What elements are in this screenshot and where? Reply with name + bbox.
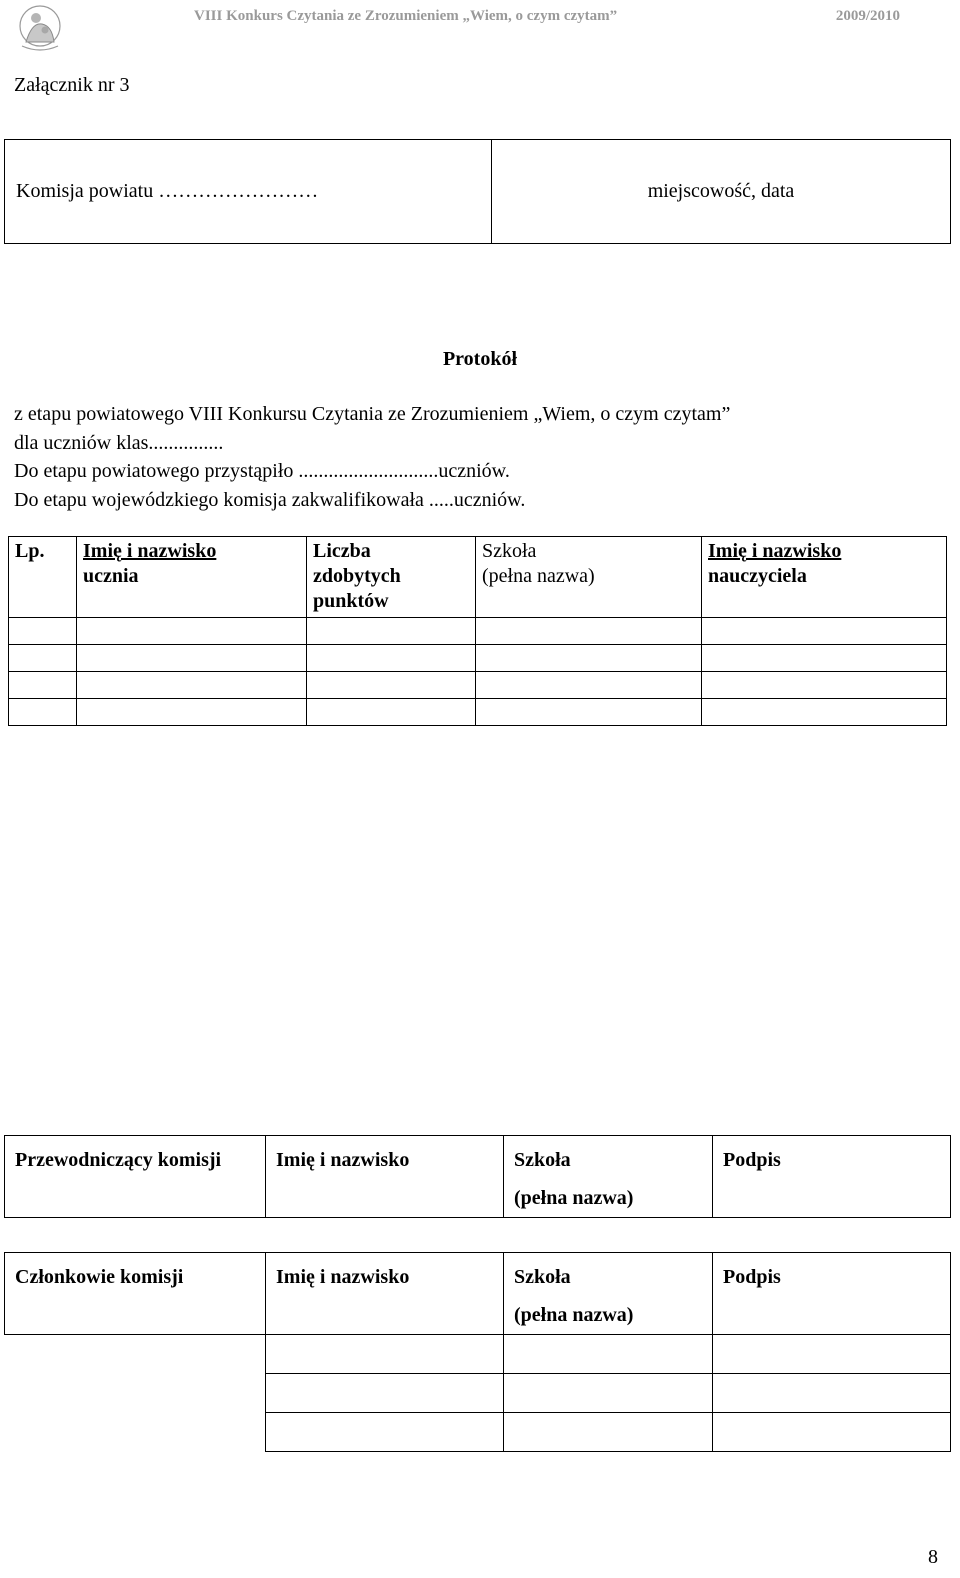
commission-county-field: Komisja powiatu ……………………	[5, 140, 492, 244]
body-line: dla uczniów klas...............	[14, 431, 224, 454]
table-header-row	[9, 537, 947, 618]
protocol-body	[14, 400, 730, 514]
table-row	[9, 672, 947, 699]
members-school-header: Szkoła (pełna nazwa)	[504, 1253, 713, 1335]
members-header-row	[5, 1253, 951, 1335]
table-row	[9, 618, 947, 645]
chair-table	[4, 1135, 951, 1218]
place-date-field: miejscowość, data	[492, 140, 951, 244]
header-teacher-name: Imię i nazwisko nauczyciela	[702, 537, 947, 618]
chair-school-header: Szkoła (pełna nazwa)	[504, 1136, 713, 1218]
table-row	[9, 699, 947, 726]
members-label: Członkowie komisji	[5, 1253, 266, 1335]
document-title: Protokół	[442, 348, 518, 370]
members-table	[4, 1252, 951, 1452]
header-points: Liczba zdobytych punktów	[307, 537, 476, 618]
chair-name-header: Imię i nazwisko	[266, 1136, 504, 1218]
header-student-name: Imię i nazwisko ucznia	[77, 537, 307, 618]
body-line: Do etapu wojewódzkiego komisja zakwalifikowała .....uczniów.	[14, 488, 526, 511]
header-title: VIII Konkurs Czytania ze Zrozumieniem „Wiem, o czym czytam”	[194, 8, 618, 24]
table-row	[9, 645, 947, 672]
header-year: 2009/2010	[835, 8, 900, 24]
commission-box	[4, 139, 951, 244]
chair-label: Przewodniczący komisji	[5, 1136, 266, 1218]
table-row	[5, 1335, 951, 1374]
body-line: z etapu powiatowego VIII Konkursu Czytania ze Zrozumieniem „Wiem, o czym czytam”	[14, 403, 731, 425]
chair-signature-header: Podpis	[713, 1136, 951, 1218]
table-row	[5, 1374, 951, 1413]
body-line: Do etapu powiatowego przystąpiło ............................uczniów.	[14, 460, 510, 482]
page-header	[194, 8, 900, 26]
madonna-logo-icon	[12, 2, 68, 54]
members-name-header: Imię i nazwisko	[266, 1253, 504, 1335]
annex-label: Załącznik nr 3	[14, 74, 130, 96]
table-row	[5, 1413, 951, 1452]
students-table	[8, 536, 947, 726]
header-school: Szkoła (pełna nazwa)	[476, 537, 702, 618]
header-lp: Lp.	[9, 537, 77, 618]
page-number: 8	[928, 1546, 938, 1568]
members-signature-header: Podpis	[713, 1253, 951, 1335]
